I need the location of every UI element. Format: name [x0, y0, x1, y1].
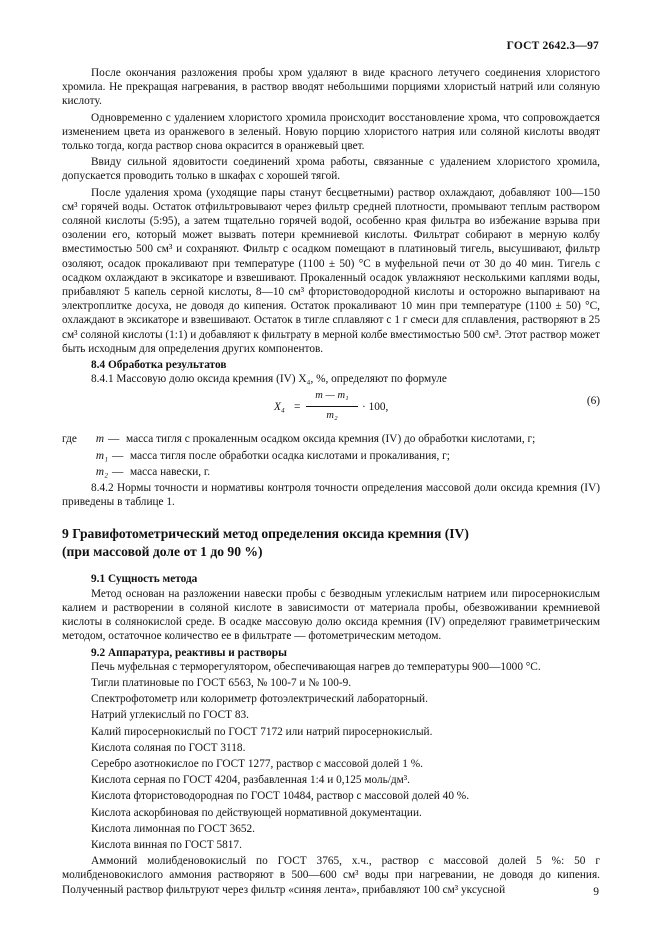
formula-number: (6) [586, 395, 600, 408]
variable-description: масса тигля с прокаленным осадком оксида кремния (IV) до обработки кислотами, г; [126, 433, 536, 446]
subsection-title: 8.4 Обработка результатов [91, 359, 227, 372]
list-item: Натрий углекислый по ГОСТ 83. [91, 709, 249, 722]
definition-dash: — [112, 449, 124, 462]
list-item: Кислота винная по ГОСТ 5817. [91, 838, 242, 851]
subsection-title: 9.2 Аппаратура, реактивы и растворы [91, 646, 287, 659]
formula [62, 388, 600, 428]
list-item: Тигли платиновые по ГОСТ 6563, № 100-7 и № 100-9. [91, 676, 352, 689]
document-body [62, 66, 600, 899]
list-item: Кислота фтористоводородная по ГОСТ 10484, раствор с массовой долей 40 %. [91, 790, 470, 803]
formula-multiplier: · 100, [362, 401, 389, 414]
variable-definition [62, 432, 600, 446]
list-item: Кислота серная по ГОСТ 4204, разбавленная 1:4 и 0,125 моль/дм³. [91, 774, 411, 787]
definition-dash: — [112, 465, 124, 478]
list-item: Кислота соляная по ГОСТ 3118. [91, 741, 246, 754]
paragraph: Аммоний молибденовокислый по ГОСТ 3765, х.ч., раствор с массовой долей 5 %: 50 г молибденовокислого аммония растворяют в 500—600 см³ воды при нагревании, не доводя до кипения. Полученный раствор фильтруют через фильтр «синяя лента», прибавляют 100 см³ уксусной [62, 855, 600, 896]
paragraph: Одновременно с удалением хлористого хромила происходит восстановление хрома, что сопровождается изменением цвета из оранжевого в зеленый. Новую порцию хлористого натрия или соляной кислоты вводят только тогда, когда раствор снова окрасится в оранжевый цвет. [62, 111, 600, 153]
section-heading-line: (при массовой доле от 1 до 90 %) [62, 543, 263, 559]
where-label: где [62, 433, 77, 446]
variable-symbol: m₂ [95, 465, 108, 478]
variable-symbol: m₁ [95, 449, 108, 462]
paragraph: Метод основан на разложении навески пробы с безводным углекислым натрием или пиросернокислым калием и растворении в соляной кислоте в зависимости от материала пробы, обезвоживании кремниевой кислоты в солянокислой среде. В осадке массовую долю оксида кремния (IV) определяют гравиметрическим методом, остаточное количество ее в фильтрате — фотометрическим методом. [62, 587, 600, 643]
formula-numerator: m — m₁ [315, 390, 349, 402]
section-heading-line: 9 Гравифотометрический метод определения оксида кремния (IV) [62, 526, 469, 542]
section-heading [62, 525, 600, 560]
list-item: Калий пиросернокислый по ГОСТ 7172 или натрий пиросернокислый. [91, 725, 433, 738]
equipment-list [62, 660, 600, 897]
standard-code-header: ГОСТ 2642.3—97 [506, 40, 599, 52]
list-item: Кислота лимонная по ГОСТ 3652. [91, 822, 255, 835]
paragraph: После удаления хрома (уходящие пары станут бесцветными) раствор охлаждают, добавляют 100—150 см³ горячей воды. Остаток отфильтровывают через фильтр средней плотности, промывают теплым раствором соляной кислоты (5:95), а затем тщательно горячей водой, особенно края фильтра во избежание взрыва при озолении его, который может вызвать потери кремниевой кислоты. Фильтрат собирают в мерную колбу вместимостью 500 см³ и сохраняют. Фильтр с осадком помещают в платиновый тигель, высушивают, фильтр озоляют, осадок прокаливают при температуре (1100 ± 50) °С в муфельной печи от 30 до 40 мин. Тигель с осадком охлаждают в эксикаторе и взвешивают. Прокаленный осадок увлажняют несколькими каплями воды, прибавляют 5 капель серной кислоты, 8—10 см³ фтористоводородной кислоты и осторожно выпаривают на электроплитке досуха, не доводя до кипения. Остаток прокаливают 10 мин при температуре (1100 ± 50) °С, охлаждают в эксикаторе и взвешивают. Остаток в тигле сплавляют с 1 г смеси для сплавления, растворяют в 25 см³ соляной кислоты (1:1) и добавляют к фильтрату в мерной колбе вместимостью 500 см³. Этот раствор может быть исходным для определения других компонентов. [62, 186, 600, 355]
variable-description: масса тигля после обработки осадка кислотами и прокаливания, г; [130, 449, 450, 462]
paragraph: После окончания разложения пробы хром удаляют в виде красного летучего соединения хлористого хромила. Не прекращая нагревания, в раствор вводят небольшими порциями хлористый натрий или соляную кислоту. [62, 67, 600, 108]
fraction-bar [306, 406, 358, 407]
subsection-title: 9.1 Сущность метода [91, 573, 198, 586]
paragraph: 8.4.2 Нормы точности и нормативы контроля точности определения массовой доли оксида кремния (IV) приведены в таблице 1. [62, 482, 600, 509]
list-item: Кислота аскорбиновая по действующей нормативной документации. [91, 806, 422, 819]
variable-description: масса навески, г. [130, 465, 211, 478]
paragraph: 8.4.1 Массовую долю оксида кремния (IV) X₄, %, определяют по формуле [91, 373, 447, 386]
list-item: Серебро азотнокислое по ГОСТ 1277, раствор с массовой долей 1 %. [91, 757, 423, 770]
variable-symbol: m [95, 433, 104, 446]
paragraph: Ввиду сильной ядовитости соединений хрома работы, связанные с удалением хлористого хромила, допускается проводить только в шкафах с хорошей тягой. [62, 156, 600, 183]
definition-dash: — [108, 433, 120, 446]
list-item: Спектрофотометр или колориметр фотоэлектрический лабораторный. [91, 693, 428, 706]
formula-equals: = [294, 401, 301, 414]
formula-lhs: X₄ [274, 401, 285, 414]
page-number: 9 [593, 886, 599, 898]
formula-fraction [306, 389, 358, 422]
list-item: Печь муфельная с терморегулятором, обеспечивающая нагрев до температуры 900—1000 °С. [91, 660, 541, 673]
formula-denominator: m₂ [326, 409, 338, 421]
variable-definition [62, 449, 600, 463]
variable-definition [62, 465, 600, 479]
